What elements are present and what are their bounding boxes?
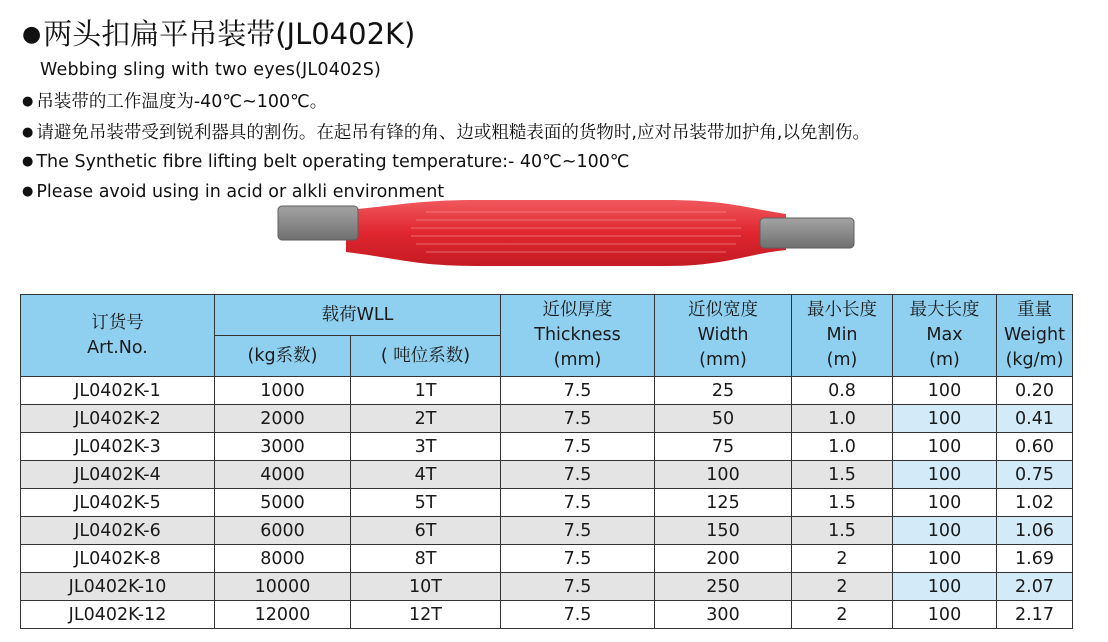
cell-wll-ton: 5T	[351, 489, 501, 517]
table-row	[21, 517, 1073, 545]
cell-art-no: JL0402K-10	[21, 573, 215, 601]
cell-art-no: JL0402K-6	[21, 517, 215, 545]
cell-width: 300	[655, 601, 792, 629]
cell-width: 25	[655, 377, 792, 405]
cell-max-length: 100	[893, 405, 997, 433]
header-wll-ton: ( 吨位系数)	[351, 336, 501, 377]
cell-wll-kg: 4000	[215, 461, 351, 489]
cell-weight: 0.75	[997, 461, 1073, 489]
cell-art-no: JL0402K-3	[21, 433, 215, 461]
cell-max-length: 100	[893, 433, 997, 461]
cell-min-length: 1.5	[792, 517, 893, 545]
cell-width: 200	[655, 545, 792, 573]
cell-wll-kg: 8000	[215, 545, 351, 573]
header-max-length: 最大长度 Max (m)	[893, 295, 997, 377]
cell-min-length: 2	[792, 573, 893, 601]
cell-width: 100	[655, 461, 792, 489]
cell-max-length: 100	[893, 573, 997, 601]
bullet-icon: ●	[22, 184, 34, 199]
cell-thickness: 7.5	[501, 461, 655, 489]
cell-max-length: 100	[893, 377, 997, 405]
cell-min-length: 1.0	[792, 433, 893, 461]
cell-wll-ton: 12T	[351, 601, 501, 629]
cell-width: 50	[655, 405, 792, 433]
cell-weight: 0.60	[997, 433, 1073, 461]
page-title	[22, 14, 415, 55]
header-art-no: 订货号 Art.No.	[21, 295, 215, 377]
note-text: The Synthetic fibre lifting belt operating temperature:- 40℃~100℃	[36, 152, 630, 172]
cell-wll-kg: 1000	[215, 377, 351, 405]
cell-max-length: 100	[893, 601, 997, 629]
sling-eye-right	[760, 218, 854, 248]
cell-wll-ton: 3T	[351, 433, 501, 461]
cell-wll-ton: 1T	[351, 377, 501, 405]
cell-wll-kg: 2000	[215, 405, 351, 433]
table-row	[21, 489, 1073, 517]
cell-art-no: JL0402K-1	[21, 377, 215, 405]
cell-art-no: JL0402K-4	[21, 461, 215, 489]
note-text: Please avoid using in acid or alkli environment	[36, 182, 445, 202]
cell-wll-ton: 10T	[351, 573, 501, 601]
header-width: 近似宽度 Width (mm)	[655, 295, 792, 377]
cell-weight: 2.07	[997, 573, 1073, 601]
table-row	[21, 545, 1073, 573]
cell-max-length: 100	[893, 545, 997, 573]
cell-wll-ton: 2T	[351, 405, 501, 433]
cell-wll-kg: 12000	[215, 601, 351, 629]
cell-art-no: JL0402K-8	[21, 545, 215, 573]
cell-min-length: 1.5	[792, 461, 893, 489]
table-row	[21, 377, 1073, 405]
note-temperature-en	[22, 150, 630, 174]
cell-art-no: JL0402K-2	[21, 405, 215, 433]
note-cut-warning-cn	[22, 121, 870, 145]
cell-thickness: 7.5	[501, 489, 655, 517]
cell-min-length: 1.5	[792, 489, 893, 517]
cell-min-length: 2	[792, 601, 893, 629]
table-row	[21, 573, 1073, 601]
cell-weight: 1.02	[997, 489, 1073, 517]
cell-weight: 0.20	[997, 377, 1073, 405]
cell-thickness: 7.5	[501, 517, 655, 545]
cell-width: 75	[655, 433, 792, 461]
cell-wll-kg: 3000	[215, 433, 351, 461]
cell-wll-kg: 5000	[215, 489, 351, 517]
cell-wll-ton: 8T	[351, 545, 501, 573]
cell-width: 125	[655, 489, 792, 517]
sling-body	[346, 200, 786, 266]
header-wll-kg: (kg系数)	[215, 336, 351, 377]
sling-image	[276, 196, 864, 270]
cell-width: 150	[655, 517, 792, 545]
note-text: 吊装带的工作温度为-40℃~100℃。	[36, 92, 328, 112]
cell-wll-ton: 4T	[351, 461, 501, 489]
cell-weight: 1.06	[997, 517, 1073, 545]
bullet-icon: ●	[22, 125, 34, 140]
header-weight: 重量 Weight (kg/m)	[997, 295, 1073, 377]
cell-thickness: 7.5	[501, 433, 655, 461]
cell-thickness: 7.5	[501, 545, 655, 573]
note-temperature-cn	[22, 90, 327, 114]
cell-max-length: 100	[893, 517, 997, 545]
cell-thickness: 7.5	[501, 573, 655, 601]
cell-width: 250	[655, 573, 792, 601]
cell-art-no: JL0402K-5	[21, 489, 215, 517]
cell-wll-kg: 10000	[215, 573, 351, 601]
cell-max-length: 100	[893, 489, 997, 517]
spec-table	[20, 294, 1073, 629]
header-wll: 载荷WLL	[215, 295, 501, 336]
title-text: 两头扣扁平吊装带(JL0402K)	[43, 17, 416, 51]
cell-art-no: JL0402K-12	[21, 601, 215, 629]
cell-min-length: 0.8	[792, 377, 893, 405]
cell-weight: 0.41	[997, 405, 1073, 433]
cell-thickness: 7.5	[501, 405, 655, 433]
cell-weight: 1.69	[997, 545, 1073, 573]
table-row	[21, 433, 1073, 461]
bullet-icon: ●	[22, 154, 34, 169]
table-row	[21, 461, 1073, 489]
cell-min-length: 2	[792, 545, 893, 573]
sling-eye-left	[278, 206, 358, 240]
table-row	[21, 405, 1073, 433]
table-row	[21, 601, 1073, 629]
cell-thickness: 7.5	[501, 377, 655, 405]
bullet-icon: ●	[22, 94, 34, 109]
bullet-icon: ●	[22, 22, 42, 47]
cell-weight: 2.17	[997, 601, 1073, 629]
header-thickness: 近似厚度 Thickness (mm)	[501, 295, 655, 377]
note-text: 请避免吊装带受到锐利器具的割伤。在起吊有锋的角、边或粗糙表面的货物时,应对吊装带加护角,以免割伤。	[36, 123, 870, 143]
cell-max-length: 100	[893, 461, 997, 489]
cell-min-length: 1.0	[792, 405, 893, 433]
header-min-length: 最小长度 Min (m)	[792, 295, 893, 377]
cell-thickness: 7.5	[501, 601, 655, 629]
cell-wll-kg: 6000	[215, 517, 351, 545]
subtitle: Webbing sling with two eyes(JL0402S)	[40, 60, 382, 80]
cell-wll-ton: 6T	[351, 517, 501, 545]
